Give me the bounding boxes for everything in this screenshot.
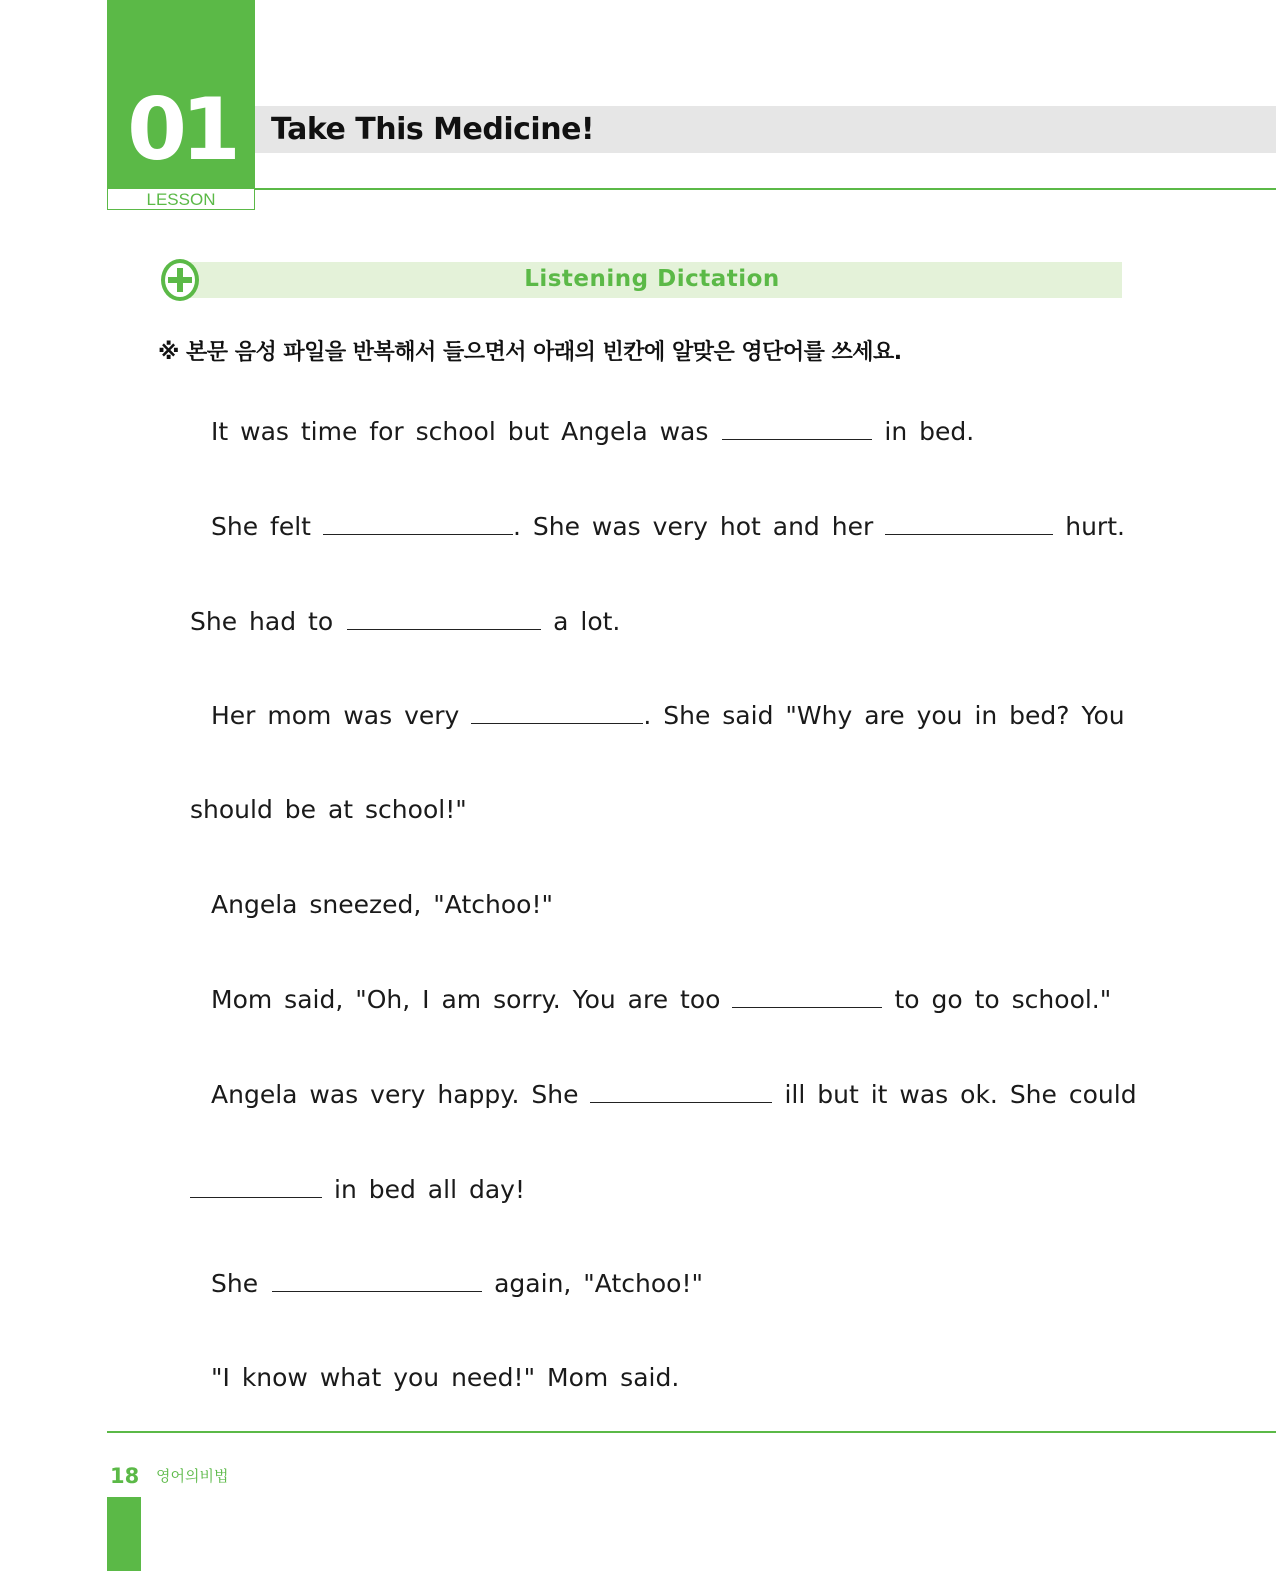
answer-blank[interactable] — [471, 699, 643, 724]
passage-text: "I know what you need!" Mom said. — [211, 1363, 680, 1392]
passage-text: should be at school!" — [190, 795, 467, 824]
passage-line-11 — [211, 1358, 679, 1398]
passage-text: She — [211, 1269, 259, 1298]
answer-blank[interactable] — [590, 1078, 772, 1103]
passage-text: Angela was very happy. She — [211, 1080, 579, 1109]
passage-line-9 — [190, 1170, 525, 1210]
section-title: Listening Dictation — [524, 266, 780, 292]
lesson-number: 01 — [127, 80, 235, 180]
passage-text: to go to school." — [894, 985, 1112, 1014]
passage-text: Her mom was very — [211, 701, 460, 730]
passage-text: a lot. — [553, 607, 621, 636]
passage-text: ill but it was ok. She could — [784, 1080, 1137, 1109]
instruction-text: ※ 본문 음성 파일을 반복해서 들으면서 아래의 빈칸에 알맞은 영단어를 쓰세요. — [158, 340, 902, 365]
plus-icon — [160, 258, 200, 302]
passage-text: in bed. — [884, 417, 975, 446]
passage-text: . She was very hot and her — [512, 512, 874, 541]
passage-text: It was time for school but Angela was — [211, 417, 709, 446]
lesson-title: Take This Medicine! — [271, 112, 595, 147]
passage-text: again, "Atchoo!" — [494, 1269, 703, 1298]
footer-divider — [107, 1431, 1276, 1433]
answer-blank[interactable] — [722, 415, 872, 440]
answer-blank[interactable] — [190, 1173, 322, 1198]
answer-blank[interactable] — [885, 510, 1053, 535]
passage-text: She felt — [211, 512, 311, 541]
footer-accent-block — [107, 1497, 141, 1571]
answer-blank[interactable] — [347, 605, 541, 630]
passage-text: Mom said, "Oh, I am sorry. You are too — [211, 985, 721, 1014]
passage-line-8 — [211, 1075, 1137, 1115]
passage-text: . She said "Why are you in bed? You — [643, 701, 1125, 730]
passage-text: She had to — [190, 607, 334, 636]
passage-line-7 — [211, 980, 1111, 1020]
answer-blank[interactable] — [323, 510, 513, 535]
passage-text: in bed all day! — [334, 1175, 525, 1204]
section-header — [182, 262, 1122, 298]
title-bar — [255, 106, 1276, 153]
passage-line-10 — [211, 1264, 703, 1304]
passage-text: Angela sneezed, "Atchoo!" — [211, 890, 553, 919]
passage-line-1 — [211, 412, 974, 452]
page-number: 18 — [110, 1464, 140, 1488]
passage-line-3 — [190, 602, 620, 642]
answer-blank[interactable] — [732, 983, 882, 1008]
passage-line-4 — [211, 696, 1125, 736]
passage-line-6 — [211, 885, 553, 925]
passage-line-5 — [190, 790, 467, 830]
answer-blank[interactable] — [272, 1267, 482, 1292]
lesson-label: LESSON — [107, 189, 255, 210]
passage-text: hurt. — [1065, 512, 1125, 541]
lesson-badge — [107, 0, 255, 189]
book-title: 영어의비법 — [156, 1467, 229, 1485]
header-divider — [255, 188, 1276, 190]
passage-line-2 — [211, 507, 1125, 547]
